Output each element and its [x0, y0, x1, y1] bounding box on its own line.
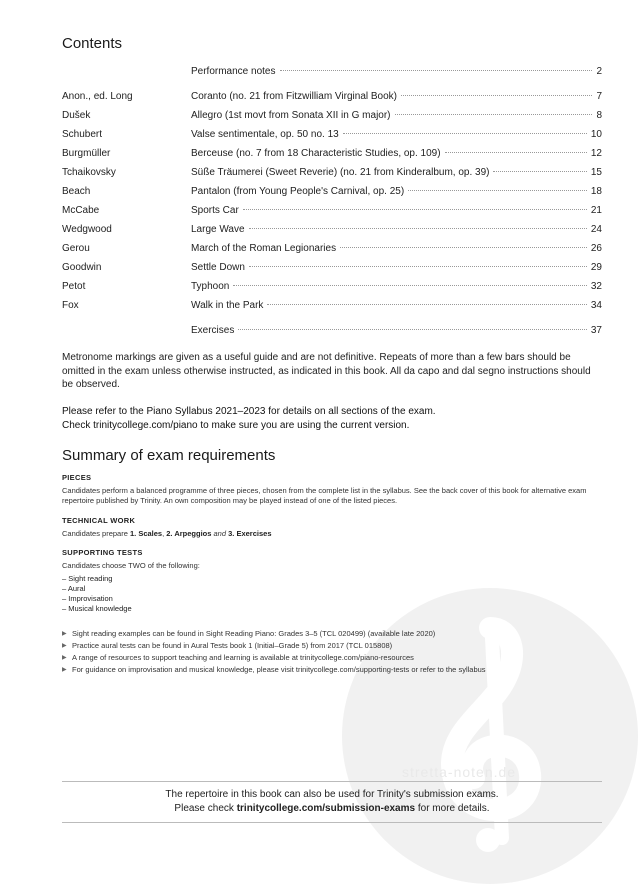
bullet-guidance: For guidance on improvisation and musical knowledge, please visit trinitycollege.com/supporting-tests or refer to the syllabus	[72, 665, 486, 674]
list-item	[62, 652, 602, 664]
toc-page-number: 37	[590, 325, 602, 336]
toc-title-line	[191, 65, 602, 79]
dot-leader	[267, 304, 586, 305]
footer-divider-top	[62, 781, 602, 782]
technical-item-exercises: 3. Exercises	[228, 529, 272, 538]
list-item	[62, 640, 602, 652]
toc-title-line	[191, 109, 602, 123]
toc-entry	[62, 147, 602, 161]
toc-entry	[62, 280, 602, 294]
bullet-arrow-icon: ▶	[62, 655, 67, 661]
toc-page-number: 2	[596, 66, 602, 77]
footer-suffix: for more details.	[417, 803, 490, 814]
option-improvisation: – Improvisation	[62, 594, 113, 603]
toc-composer: Gerou	[62, 243, 90, 254]
toc-title-line	[191, 223, 602, 237]
technical-work-text: Candidates prepare 1. Scales, 2. Arpeggios and 3. Exercises	[62, 529, 272, 538]
footer-note	[62, 788, 602, 816]
toc-title: Valse sentimentale, op. 50 no. 13	[191, 129, 339, 140]
toc-title: Sports Car	[191, 205, 239, 216]
dot-leader	[343, 133, 587, 134]
bullet-arrow-icon: ▶	[62, 643, 67, 649]
technical-and: and	[213, 529, 227, 538]
dot-leader	[249, 228, 587, 229]
dot-leader	[395, 114, 593, 115]
supporting-tests-intro: Candidates choose TWO of the following:	[62, 561, 200, 570]
submission-exams-link[interactable]: trinitycollege.com/submission-exams	[236, 803, 416, 814]
dot-leader	[408, 190, 587, 191]
bullet-resources: A range of resources to support teaching and learning is available at trinitycollege.com/piano-resources	[72, 653, 414, 662]
toc-page-number: 32	[590, 281, 602, 292]
technical-prefix: Candidates prepare	[62, 529, 128, 538]
option-musical-knowledge: – Musical knowledge	[62, 604, 132, 613]
toc-title-line	[191, 147, 602, 161]
toc-page-number: 21	[590, 205, 602, 216]
dot-leader	[340, 247, 587, 248]
toc-title: March of the Roman Legionaries	[191, 243, 337, 254]
supporting-tests-heading: SUPPORTING TESTS	[62, 548, 143, 557]
toc-entry	[62, 242, 602, 256]
watermark-text: stretta-noten.de	[402, 764, 517, 780]
toc-page-number: 7	[596, 91, 602, 102]
toc-title: Berceuse (no. 7 from 18 Characteristic Studies, op. 109)	[191, 148, 441, 159]
list-item	[62, 664, 602, 676]
bullet-aural: Practice aural tests can be found in Aural Tests book 1 (Initial–Grade 5) from 2017 (TCL 015808)	[72, 641, 393, 650]
toc-entry	[62, 223, 602, 237]
toc-page-number: 29	[590, 262, 602, 273]
footer-divider-bottom	[62, 822, 602, 823]
toc-composer: Anon., ed. Long	[62, 91, 133, 102]
contents-heading: Contents	[62, 35, 123, 52]
clef-dot-icon	[476, 828, 500, 852]
dot-leader	[233, 285, 587, 286]
resources-list	[62, 628, 602, 676]
toc-entry	[62, 185, 602, 199]
technical-item-arpeggios: 2. Arpeggios	[166, 529, 212, 538]
toc-composer: Fox	[62, 300, 79, 311]
list-item	[62, 628, 602, 640]
toc-title: Performance notes	[191, 66, 276, 77]
toc-page-number: 12	[590, 148, 602, 159]
toc-title-line	[191, 242, 602, 256]
option-aural: – Aural	[62, 584, 86, 593]
footer-prefix: Please check	[174, 803, 234, 814]
toc-page-number: 26	[590, 243, 602, 254]
footer-line-1: The repertoire in this book can also be used for Trinity's submission exams.	[165, 789, 499, 800]
toc-entry	[62, 90, 602, 104]
syllabus-note	[62, 405, 602, 432]
toc-entry	[62, 128, 602, 142]
toc-entry	[62, 299, 602, 313]
dot-leader	[493, 171, 586, 172]
summary-heading: Summary of exam requirements	[62, 447, 276, 464]
toc-composer: Schubert	[62, 129, 103, 140]
toc-title-line	[191, 280, 602, 294]
toc-title-line	[191, 204, 602, 218]
technical-work-heading: TECHNICAL WORK	[62, 516, 136, 525]
toc-page-number: 24	[590, 224, 602, 235]
dot-leader	[401, 95, 592, 96]
toc-page-number: 8	[596, 110, 602, 121]
toc-title-line	[191, 128, 602, 142]
toc-title-line	[191, 324, 602, 338]
pieces-text: Candidates perform a balanced programme of three pieces, chosen from the complete list in the syllabus. See the back cover of this book for alternative exam repertoire published by Trinity. An own composition may be played instead of one of the listed pieces.	[62, 486, 587, 505]
toc-composer: Tchaikovsky	[62, 167, 116, 178]
option-sight-reading: – Sight reading	[62, 574, 113, 583]
toc-page-number: 10	[590, 129, 602, 140]
footer-line-2	[62, 802, 602, 816]
toc-title: Exercises	[191, 325, 235, 336]
dot-leader	[249, 266, 587, 267]
toc-title-line	[191, 261, 602, 275]
metronome-note: Metronome markings are given as a useful guide and are not definitive. Repeats of more than a few bars should be omitted in the exam unless otherwise instructed, as indicated in this book. All da capo and dal segno instructions should be observed.	[62, 352, 591, 390]
syllabus-line-1: Please refer to the Piano Syllabus 2021–2023 for details on all sections of the exam.	[62, 406, 436, 417]
toc-page-number: 15	[590, 167, 602, 178]
toc-title: Walk in the Park	[191, 300, 264, 311]
toc-title: Typhoon	[191, 281, 230, 292]
bullet-sight-reading: Sight reading examples can be found in Sight Reading Piano: Grades 3–5 (TCL 020499) (available late 2020)	[72, 629, 436, 638]
toc-composer: Dušek	[62, 110, 91, 121]
toc-composer: Beach	[62, 186, 91, 197]
dot-leader	[280, 70, 593, 71]
toc-entry	[62, 324, 602, 338]
dot-leader	[243, 209, 587, 210]
toc-page-number: 34	[590, 300, 602, 311]
dot-leader	[238, 329, 587, 330]
toc-title: Large Wave	[191, 224, 245, 235]
toc-title: Pantalon (from Young People's Carnival, op. 25)	[191, 186, 405, 197]
toc-page-number: 18	[590, 186, 602, 197]
technical-item-scales: 1. Scales	[129, 529, 163, 538]
toc-title: Süße Träumerei (Sweet Reverie) (no. 21 from Kinderalbum, op. 39)	[191, 167, 490, 178]
toc-composer: McCabe	[62, 205, 100, 216]
toc-entry	[62, 166, 602, 180]
dot-leader	[445, 152, 587, 153]
toc-composer: Wedgwood	[62, 224, 112, 235]
toc-composer: Burgmüller	[62, 148, 111, 159]
toc-title-line	[191, 299, 602, 313]
bullet-arrow-icon: ▶	[62, 667, 67, 673]
toc-entry	[62, 204, 602, 218]
syllabus-line-2: Check trinitycollege.com/piano to make sure you are using the current version.	[62, 419, 410, 431]
bullet-arrow-icon: ▶	[62, 631, 67, 637]
toc-entry	[62, 261, 602, 275]
toc-entry	[62, 109, 602, 123]
toc-title: Coranto (no. 21 from Fitzwilliam Virginal Book)	[191, 91, 398, 102]
toc-composer: Goodwin	[62, 262, 102, 273]
toc-title-line	[191, 185, 602, 199]
toc-title: Allegro (1st movt from Sonata XII in G major)	[191, 110, 391, 121]
toc-title-line	[191, 90, 602, 104]
toc-entry	[62, 65, 602, 79]
toc-composer: Petot	[62, 281, 86, 292]
toc-title: Settle Down	[191, 262, 245, 273]
toc-title-line	[191, 166, 602, 180]
pieces-heading: PIECES	[62, 473, 92, 482]
